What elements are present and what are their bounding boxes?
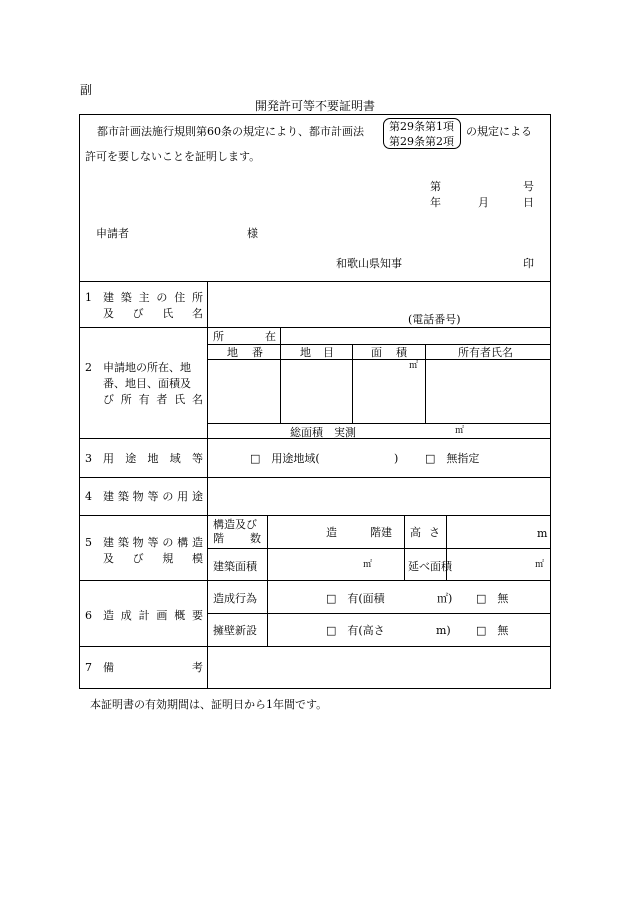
col-chiban: 地 番 (227, 346, 263, 359)
rule (207, 548, 551, 549)
floor-area-unit: ㎡ (535, 560, 545, 570)
grading-yes-option[interactable]: □ 有(面積 (326, 592, 385, 605)
row1-label-a: 建 築 主 の 住 所 (103, 291, 203, 304)
rule (404, 515, 405, 580)
header-line1: 都市計画法施行規則第60条の規定により、都市計画法 (97, 125, 364, 138)
retaining-wall-label: 擁壁新設 (213, 624, 257, 637)
col-chimoku: 地 目 (300, 346, 334, 359)
row4-number: 4 (85, 490, 92, 503)
rule (267, 515, 268, 580)
grading-no-option[interactable]: □ 無 (476, 592, 509, 605)
header-line2: 許可を要しないことを証明します。 (85, 150, 261, 163)
rule (79, 646, 551, 647)
applicant-label: 申請者 (96, 227, 129, 240)
row1-number: 1 (85, 291, 92, 304)
number-prefix: 第 (430, 180, 441, 193)
floor-area-label: 延 べ 面 積 (408, 560, 452, 573)
rule (207, 359, 551, 360)
retaining-wall-yes-option[interactable]: □ 有(高さ (326, 624, 385, 637)
area-unit: ㎡ (409, 361, 419, 371)
applicant-honorific: 様 (247, 227, 258, 240)
date-day: 日 (523, 196, 534, 209)
label-divider (207, 281, 208, 689)
height-label: 高 さ (410, 526, 440, 539)
row5-label-a: 建 築 物 等 の 構 造 (103, 536, 203, 549)
rule (79, 327, 551, 328)
rule (280, 344, 281, 423)
structure-floors: 階建 (370, 526, 392, 539)
grading-unit: ㎡) (437, 592, 453, 605)
structure-label-b: 階 数 (213, 532, 261, 545)
phone-label: (電話番号) (408, 313, 461, 326)
rule (352, 344, 353, 423)
row1-label-b: 及 び 氏 名 (103, 307, 203, 320)
date-year: 年 (430, 196, 441, 209)
rule (267, 580, 268, 646)
date-month: 月 (478, 196, 489, 209)
validity-note: 本証明書の有効期間は、証明日から1年間です。 (90, 698, 328, 711)
issuer-governor: 和歌山県知事 (336, 257, 402, 270)
seal-mark: 印 (523, 257, 534, 270)
building-area-unit: ㎡ (363, 560, 373, 570)
retaining-wall-no-option[interactable]: □ 無 (476, 624, 509, 637)
retaining-wall-unit: m) (436, 624, 451, 637)
row5-number: 5 (85, 536, 92, 549)
rule (79, 477, 551, 478)
no-zoning-option[interactable]: □ 無指定 (425, 452, 480, 465)
rule (207, 613, 551, 614)
rule (79, 515, 551, 516)
building-area-label: 建築面積 (213, 560, 257, 573)
article-choice-2: 第29条第2項 (389, 135, 454, 148)
rule (79, 580, 551, 581)
rule (207, 423, 551, 424)
row6-number: 6 (85, 609, 92, 622)
row6-label: 造 成 計 画 概 要 (103, 609, 203, 622)
row2-number: 2 (85, 361, 92, 374)
rule (207, 344, 551, 345)
document-title: 開発許可等不要証明書 (254, 99, 375, 113)
zoning-option[interactable]: □ 用途地域( (250, 452, 320, 465)
zoning-option-close: ) (394, 452, 399, 465)
row3-label: 用 途 地 域 等 (103, 452, 203, 465)
grading-label: 造成行為 (213, 592, 257, 605)
article-choice-1: 第29条第1項 (389, 120, 454, 133)
row7-label: 備 考 (103, 661, 203, 674)
shozai-label: 所 在 (213, 330, 276, 343)
rule (425, 344, 426, 423)
structure-zo: 造 (326, 526, 337, 539)
total-area-label: 総面積 実測 (290, 426, 356, 439)
height-unit: m (537, 527, 548, 540)
number-suffix: 号 (523, 180, 534, 193)
rule (280, 327, 281, 344)
row5-label-b: 及 び 規 模 (103, 552, 203, 565)
row2-label-1: 申請地の所在、地 (103, 361, 191, 374)
col-menseki: 面 積 (371, 346, 407, 359)
col-owner: 所有者氏名 (458, 346, 513, 359)
row2-label-2: 番、地目、面積及 (103, 377, 191, 390)
row2-label-3: び 所 有 者 氏 名 (103, 393, 203, 406)
header-line1-end: の規定による (466, 125, 532, 138)
row4-label: 建 築 物 等 の 用 途 (103, 490, 203, 503)
row7-number: 7 (85, 661, 92, 674)
structure-label-a: 構造及び (213, 518, 257, 531)
rule (79, 281, 551, 282)
row3-number: 3 (85, 452, 92, 465)
copy-mark: 副 (80, 83, 93, 97)
total-area-unit: ㎡ (455, 426, 465, 436)
